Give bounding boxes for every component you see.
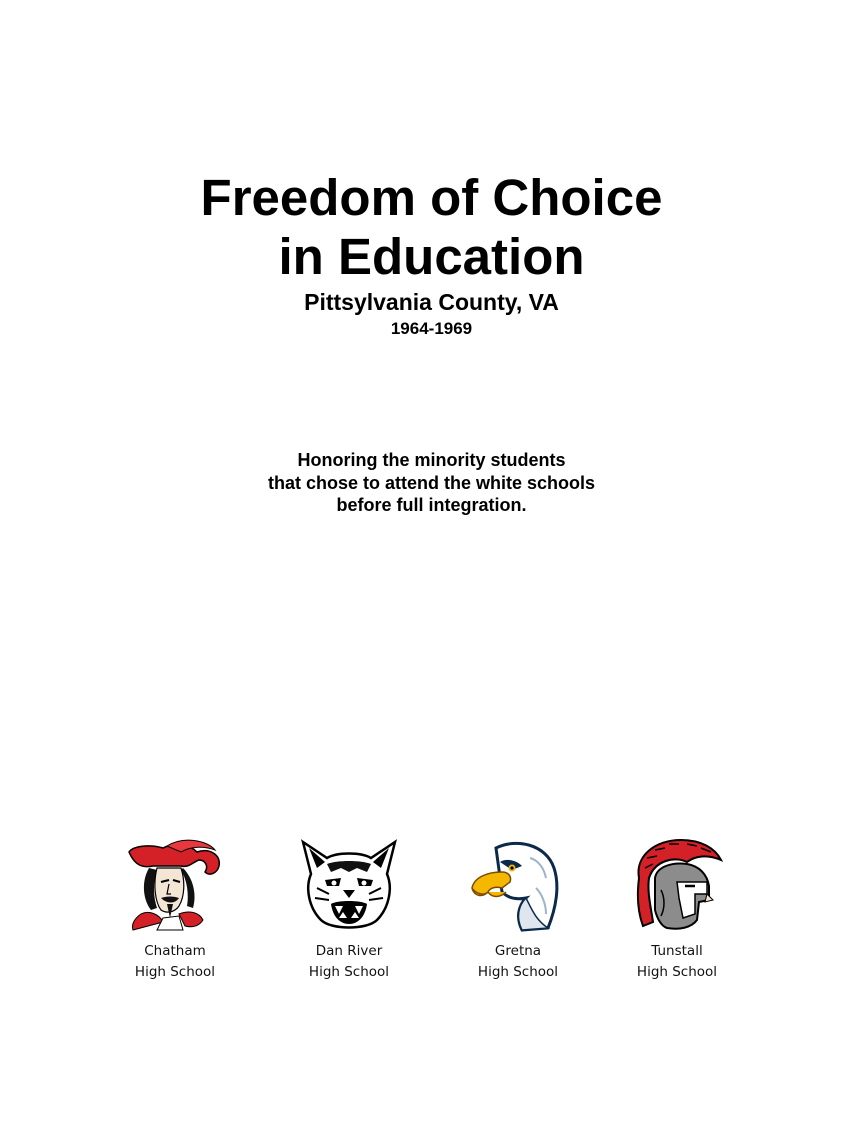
location-subtitle: Pittsylvania County, VA xyxy=(304,289,559,315)
page-title-line-2: in Education xyxy=(278,228,585,285)
page-title-line-1: Freedom of Choice xyxy=(200,169,663,226)
school-gretna xyxy=(443,838,593,983)
school-name-tunstall: Tunstall xyxy=(651,943,703,959)
school-chatham xyxy=(100,838,250,983)
years-range: 1964-1969 xyxy=(390,319,473,338)
school-name-gretna: Gretna xyxy=(494,943,542,959)
dedication-text xyxy=(0,449,863,517)
school-tunstall xyxy=(602,838,752,983)
school-type-dan-river: High School xyxy=(308,964,390,980)
title-block xyxy=(0,168,863,340)
school-name-chatham: Chatham xyxy=(144,943,206,959)
school-type-gretna: High School xyxy=(477,964,559,980)
school-type-chatham: High School xyxy=(134,964,216,980)
eagle-mascot-icon xyxy=(466,838,570,934)
trojan-mascot-icon xyxy=(625,838,729,934)
school-name-dan-river: Dan River xyxy=(315,943,383,959)
school-type-tunstall: High School xyxy=(636,964,718,980)
school-dan-river xyxy=(274,838,424,983)
dedication-line-1: Honoring the minority students xyxy=(297,450,566,470)
dedication-line-3: before full integration. xyxy=(336,495,527,515)
dedication-line-2: that chose to attend the white schools xyxy=(267,472,596,493)
cavalier-mascot-icon xyxy=(123,838,227,934)
wildcat-mascot-icon xyxy=(297,838,401,934)
